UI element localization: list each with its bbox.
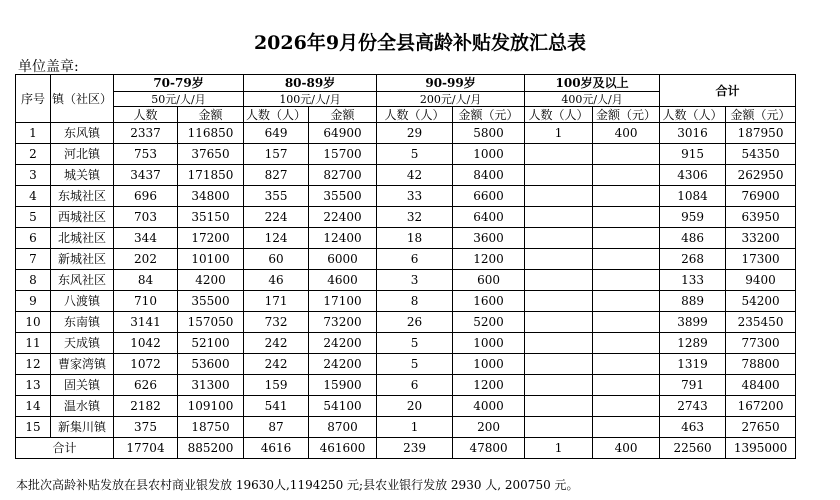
cell-town: 曹家湾镇 bbox=[51, 354, 114, 375]
cell-count-total: 1289 bbox=[660, 333, 726, 354]
cell-amount-70-79: 53600 bbox=[178, 354, 244, 375]
table-row bbox=[16, 207, 796, 228]
cell-count-100-plus bbox=[525, 249, 593, 270]
cell-count-100-plus bbox=[525, 228, 593, 249]
cell-amount-80-89: 54100 bbox=[309, 396, 377, 417]
cell-count-80-89: 87 bbox=[244, 417, 309, 438]
totals-cell-amount-100-plus: 400 bbox=[593, 438, 660, 459]
cell-count-70-79: 202 bbox=[114, 249, 178, 270]
cell-amount-90-99: 1000 bbox=[453, 144, 525, 165]
cell-count-total: 4306 bbox=[660, 165, 726, 186]
cell-seq: 9 bbox=[16, 291, 51, 312]
header-std-90-99: 200元/人/月 bbox=[377, 92, 525, 107]
cell-amount-total: 235450 bbox=[726, 312, 796, 333]
cell-amount-80-89: 73200 bbox=[309, 312, 377, 333]
cell-seq: 2 bbox=[16, 144, 51, 165]
cell-amount-70-79: 18750 bbox=[178, 417, 244, 438]
cell-amount-90-99: 6400 bbox=[453, 207, 525, 228]
cell-amount-total: 77300 bbox=[726, 333, 796, 354]
cell-amount-80-89: 64900 bbox=[309, 123, 377, 144]
cell-count-80-89: 242 bbox=[244, 354, 309, 375]
cell-count-total: 2743 bbox=[660, 396, 726, 417]
header-seq: 序号 bbox=[16, 75, 51, 123]
cell-count-80-89: 124 bbox=[244, 228, 309, 249]
cell-count-100-plus bbox=[525, 417, 593, 438]
cell-amount-total: 9400 bbox=[726, 270, 796, 291]
cell-count-90-99: 5 bbox=[377, 144, 453, 165]
cell-count-80-89: 46 bbox=[244, 270, 309, 291]
cell-amount-80-89: 15700 bbox=[309, 144, 377, 165]
cell-count-80-89: 242 bbox=[244, 333, 309, 354]
header-amount-70-79: 金额 bbox=[178, 107, 244, 123]
cell-count-80-89: 171 bbox=[244, 291, 309, 312]
cell-amount-70-79: 35500 bbox=[178, 291, 244, 312]
cell-count-total: 889 bbox=[660, 291, 726, 312]
cell-count-70-79: 696 bbox=[114, 186, 178, 207]
totals-cell-amount-70-79: 885200 bbox=[178, 438, 244, 459]
cell-count-100-plus bbox=[525, 333, 593, 354]
cell-seq: 7 bbox=[16, 249, 51, 270]
header-count-70-79: 人数 bbox=[114, 107, 178, 123]
totals-cell-amount-total: 1395000 bbox=[726, 438, 796, 459]
cell-amount-100-plus bbox=[593, 291, 660, 312]
cell-amount-total: 48400 bbox=[726, 375, 796, 396]
cell-town: 八渡镇 bbox=[51, 291, 114, 312]
header-group-70-79: 70-79岁 bbox=[114, 75, 244, 92]
cell-count-90-99: 1 bbox=[377, 417, 453, 438]
totals-cell-count-100-plus: 1 bbox=[525, 438, 593, 459]
cell-amount-total: 27650 bbox=[726, 417, 796, 438]
cell-amount-100-plus bbox=[593, 270, 660, 291]
cell-count-70-79: 626 bbox=[114, 375, 178, 396]
totals-cell-amount-90-99: 47800 bbox=[453, 438, 525, 459]
cell-count-total: 3016 bbox=[660, 123, 726, 144]
cell-amount-70-79: 157050 bbox=[178, 312, 244, 333]
table-row bbox=[16, 123, 796, 144]
header-count-100-plus: 人数（人） bbox=[525, 107, 593, 123]
cell-amount-80-89: 6000 bbox=[309, 249, 377, 270]
header-amount-total: 金额（元） bbox=[726, 107, 796, 123]
cell-count-70-79: 3141 bbox=[114, 312, 178, 333]
cell-amount-70-79: 34800 bbox=[178, 186, 244, 207]
table-row bbox=[16, 291, 796, 312]
cell-amount-100-plus bbox=[593, 417, 660, 438]
cell-count-total: 1319 bbox=[660, 354, 726, 375]
header-amount-90-99: 金额（元） bbox=[453, 107, 525, 123]
cell-amount-90-99: 6600 bbox=[453, 186, 525, 207]
cell-town: 河北镇 bbox=[51, 144, 114, 165]
cell-town: 北城社区 bbox=[51, 228, 114, 249]
cell-count-total: 791 bbox=[660, 375, 726, 396]
cell-amount-70-79: 10100 bbox=[178, 249, 244, 270]
table-row bbox=[16, 249, 796, 270]
cell-count-80-89: 649 bbox=[244, 123, 309, 144]
cell-seq: 13 bbox=[16, 375, 51, 396]
cell-town: 新城社区 bbox=[51, 249, 114, 270]
totals-cell-amount-80-89: 461600 bbox=[309, 438, 377, 459]
cell-count-total: 959 bbox=[660, 207, 726, 228]
totals-label: 合计 bbox=[16, 438, 114, 459]
header-std-100-plus: 400元/人/月 bbox=[525, 92, 660, 107]
cell-amount-100-plus bbox=[593, 207, 660, 228]
cell-count-90-99: 5 bbox=[377, 354, 453, 375]
cell-amount-total: 78800 bbox=[726, 354, 796, 375]
cell-seq: 3 bbox=[16, 165, 51, 186]
cell-seq: 15 bbox=[16, 417, 51, 438]
cell-count-90-99: 5 bbox=[377, 333, 453, 354]
cell-amount-100-plus bbox=[593, 396, 660, 417]
cell-amount-80-89: 12400 bbox=[309, 228, 377, 249]
cell-seq: 12 bbox=[16, 354, 51, 375]
cell-town: 天成镇 bbox=[51, 333, 114, 354]
cell-town: 东风社区 bbox=[51, 270, 114, 291]
cell-count-80-89: 159 bbox=[244, 375, 309, 396]
cell-count-90-99: 29 bbox=[377, 123, 453, 144]
stamp-label: 单位盖章: bbox=[18, 59, 79, 75]
cell-amount-total: 262950 bbox=[726, 165, 796, 186]
cell-count-total: 486 bbox=[660, 228, 726, 249]
totals-cell-count-90-99: 239 bbox=[377, 438, 453, 459]
cell-count-100-plus bbox=[525, 207, 593, 228]
header-std-80-89: 100元/人/月 bbox=[244, 92, 377, 107]
table-row bbox=[16, 396, 796, 417]
cell-count-70-79: 3437 bbox=[114, 165, 178, 186]
cell-count-90-99: 32 bbox=[377, 207, 453, 228]
cell-amount-100-plus bbox=[593, 165, 660, 186]
totals-row bbox=[16, 438, 796, 459]
cell-amount-90-99: 600 bbox=[453, 270, 525, 291]
cell-count-90-99: 6 bbox=[377, 249, 453, 270]
cell-count-90-99: 42 bbox=[377, 165, 453, 186]
header-std-70-79: 50元/人/月 bbox=[114, 92, 244, 107]
footnote: 本批次高龄补贴发放在县农村商业银发放 19630人,1194250 元;县农业银行发放 2930 人, 200750 元。 bbox=[16, 478, 579, 492]
cell-count-70-79: 84 bbox=[114, 270, 178, 291]
cell-count-100-plus bbox=[525, 354, 593, 375]
cell-amount-70-79: 52100 bbox=[178, 333, 244, 354]
cell-amount-100-plus bbox=[593, 249, 660, 270]
cell-amount-90-99: 4000 bbox=[453, 396, 525, 417]
cell-amount-100-plus bbox=[593, 375, 660, 396]
cell-count-80-89: 541 bbox=[244, 396, 309, 417]
header-row-groups bbox=[16, 75, 796, 92]
cell-amount-90-99: 200 bbox=[453, 417, 525, 438]
cell-count-70-79: 1042 bbox=[114, 333, 178, 354]
cell-count-100-plus bbox=[525, 396, 593, 417]
cell-town: 新集川镇 bbox=[51, 417, 114, 438]
header-group-100-plus: 100岁及以上 bbox=[525, 75, 660, 92]
cell-count-total: 915 bbox=[660, 144, 726, 165]
cell-amount-80-89: 24200 bbox=[309, 333, 377, 354]
cell-count-100-plus bbox=[525, 270, 593, 291]
cell-count-70-79: 2337 bbox=[114, 123, 178, 144]
cell-count-70-79: 1072 bbox=[114, 354, 178, 375]
cell-amount-total: 33200 bbox=[726, 228, 796, 249]
page-title: 2026年9月份全县高龄补贴发放汇总表 bbox=[253, 32, 587, 54]
cell-count-100-plus: 1 bbox=[525, 123, 593, 144]
cell-count-100-plus bbox=[525, 186, 593, 207]
cell-town: 东风镇 bbox=[51, 123, 114, 144]
cell-amount-90-99: 1200 bbox=[453, 375, 525, 396]
cell-amount-70-79: 171850 bbox=[178, 165, 244, 186]
cell-amount-total: 54200 bbox=[726, 291, 796, 312]
cell-town: 东南镇 bbox=[51, 312, 114, 333]
totals-cell-count-80-89: 4616 bbox=[244, 438, 309, 459]
header-count-90-99: 人数（人） bbox=[377, 107, 453, 123]
header-group-90-99: 90-99岁 bbox=[377, 75, 525, 92]
cell-town: 城关镇 bbox=[51, 165, 114, 186]
cell-amount-80-89: 15900 bbox=[309, 375, 377, 396]
cell-amount-80-89: 22400 bbox=[309, 207, 377, 228]
table-row bbox=[16, 417, 796, 438]
cell-seq: 5 bbox=[16, 207, 51, 228]
header-amount-80-89: 金额 bbox=[309, 107, 377, 123]
cell-count-70-79: 375 bbox=[114, 417, 178, 438]
cell-amount-100-plus bbox=[593, 144, 660, 165]
header-amount-100-plus: 金额（元） bbox=[593, 107, 660, 123]
cell-amount-90-99: 5800 bbox=[453, 123, 525, 144]
cell-count-100-plus bbox=[525, 312, 593, 333]
cell-count-90-99: 26 bbox=[377, 312, 453, 333]
cell-amount-90-99: 1200 bbox=[453, 249, 525, 270]
cell-seq: 1 bbox=[16, 123, 51, 144]
cell-count-70-79: 2182 bbox=[114, 396, 178, 417]
cell-count-70-79: 753 bbox=[114, 144, 178, 165]
cell-amount-100-plus bbox=[593, 186, 660, 207]
cell-amount-80-89: 82700 bbox=[309, 165, 377, 186]
cell-count-90-99: 8 bbox=[377, 291, 453, 312]
cell-count-90-99: 18 bbox=[377, 228, 453, 249]
cell-town: 东城社区 bbox=[51, 186, 114, 207]
cell-amount-100-plus: 400 bbox=[593, 123, 660, 144]
cell-count-100-plus bbox=[525, 375, 593, 396]
cell-amount-100-plus bbox=[593, 312, 660, 333]
cell-count-100-plus bbox=[525, 291, 593, 312]
cell-count-70-79: 703 bbox=[114, 207, 178, 228]
cell-amount-80-89: 17100 bbox=[309, 291, 377, 312]
cell-amount-100-plus bbox=[593, 354, 660, 375]
cell-amount-70-79: 116850 bbox=[178, 123, 244, 144]
table-row bbox=[16, 270, 796, 291]
cell-count-80-89: 827 bbox=[244, 165, 309, 186]
cell-town: 西城社区 bbox=[51, 207, 114, 228]
header-town: 镇（社区） bbox=[51, 75, 114, 123]
cell-count-total: 133 bbox=[660, 270, 726, 291]
table-row bbox=[16, 165, 796, 186]
table-row bbox=[16, 312, 796, 333]
cell-amount-total: 187950 bbox=[726, 123, 796, 144]
cell-amount-90-99: 3600 bbox=[453, 228, 525, 249]
cell-count-80-89: 224 bbox=[244, 207, 309, 228]
cell-count-100-plus bbox=[525, 165, 593, 186]
cell-amount-total: 54350 bbox=[726, 144, 796, 165]
cell-count-90-99: 20 bbox=[377, 396, 453, 417]
cell-amount-80-89: 8700 bbox=[309, 417, 377, 438]
cell-count-90-99: 6 bbox=[377, 375, 453, 396]
cell-count-total: 463 bbox=[660, 417, 726, 438]
table-row bbox=[16, 375, 796, 396]
cell-count-80-89: 60 bbox=[244, 249, 309, 270]
cell-amount-total: 17300 bbox=[726, 249, 796, 270]
cell-count-total: 1084 bbox=[660, 186, 726, 207]
cell-amount-total: 63950 bbox=[726, 207, 796, 228]
cell-seq: 6 bbox=[16, 228, 51, 249]
cell-count-total: 268 bbox=[660, 249, 726, 270]
cell-amount-70-79: 17200 bbox=[178, 228, 244, 249]
cell-amount-70-79: 109100 bbox=[178, 396, 244, 417]
cell-amount-100-plus bbox=[593, 228, 660, 249]
cell-count-80-89: 355 bbox=[244, 186, 309, 207]
header-count-80-89: 人数（人） bbox=[244, 107, 309, 123]
cell-seq: 8 bbox=[16, 270, 51, 291]
cell-amount-total: 76900 bbox=[726, 186, 796, 207]
cell-amount-90-99: 1000 bbox=[453, 354, 525, 375]
table-row bbox=[16, 144, 796, 165]
cell-amount-80-89: 35500 bbox=[309, 186, 377, 207]
cell-count-90-99: 33 bbox=[377, 186, 453, 207]
header-row-columns bbox=[16, 107, 796, 123]
cell-amount-70-79: 31300 bbox=[178, 375, 244, 396]
cell-amount-90-99: 1600 bbox=[453, 291, 525, 312]
table-row bbox=[16, 186, 796, 207]
header-total: 合计 bbox=[660, 75, 796, 107]
table-row bbox=[16, 228, 796, 249]
cell-amount-total: 167200 bbox=[726, 396, 796, 417]
cell-count-total: 3899 bbox=[660, 312, 726, 333]
cell-count-80-89: 732 bbox=[244, 312, 309, 333]
table-row bbox=[16, 333, 796, 354]
header-group-80-89: 80-89岁 bbox=[244, 75, 377, 92]
cell-count-70-79: 710 bbox=[114, 291, 178, 312]
cell-count-90-99: 3 bbox=[377, 270, 453, 291]
totals-cell-count-70-79: 17704 bbox=[114, 438, 178, 459]
cell-town: 固关镇 bbox=[51, 375, 114, 396]
cell-seq: 11 bbox=[16, 333, 51, 354]
cell-amount-80-89: 4600 bbox=[309, 270, 377, 291]
cell-seq: 14 bbox=[16, 396, 51, 417]
cell-count-80-89: 157 bbox=[244, 144, 309, 165]
cell-amount-70-79: 4200 bbox=[178, 270, 244, 291]
table-row bbox=[16, 354, 796, 375]
cell-count-70-79: 344 bbox=[114, 228, 178, 249]
cell-count-100-plus bbox=[525, 144, 593, 165]
cell-amount-80-89: 24200 bbox=[309, 354, 377, 375]
cell-town: 温水镇 bbox=[51, 396, 114, 417]
subsidy-summary-table bbox=[15, 74, 796, 459]
totals-cell-count-total: 22560 bbox=[660, 438, 726, 459]
cell-amount-90-99: 8400 bbox=[453, 165, 525, 186]
cell-amount-100-plus bbox=[593, 333, 660, 354]
cell-seq: 10 bbox=[16, 312, 51, 333]
cell-amount-70-79: 37650 bbox=[178, 144, 244, 165]
cell-amount-90-99: 1000 bbox=[453, 333, 525, 354]
header-count-total: 人数（人） bbox=[660, 107, 726, 123]
cell-seq: 4 bbox=[16, 186, 51, 207]
cell-amount-90-99: 5200 bbox=[453, 312, 525, 333]
cell-amount-70-79: 35150 bbox=[178, 207, 244, 228]
